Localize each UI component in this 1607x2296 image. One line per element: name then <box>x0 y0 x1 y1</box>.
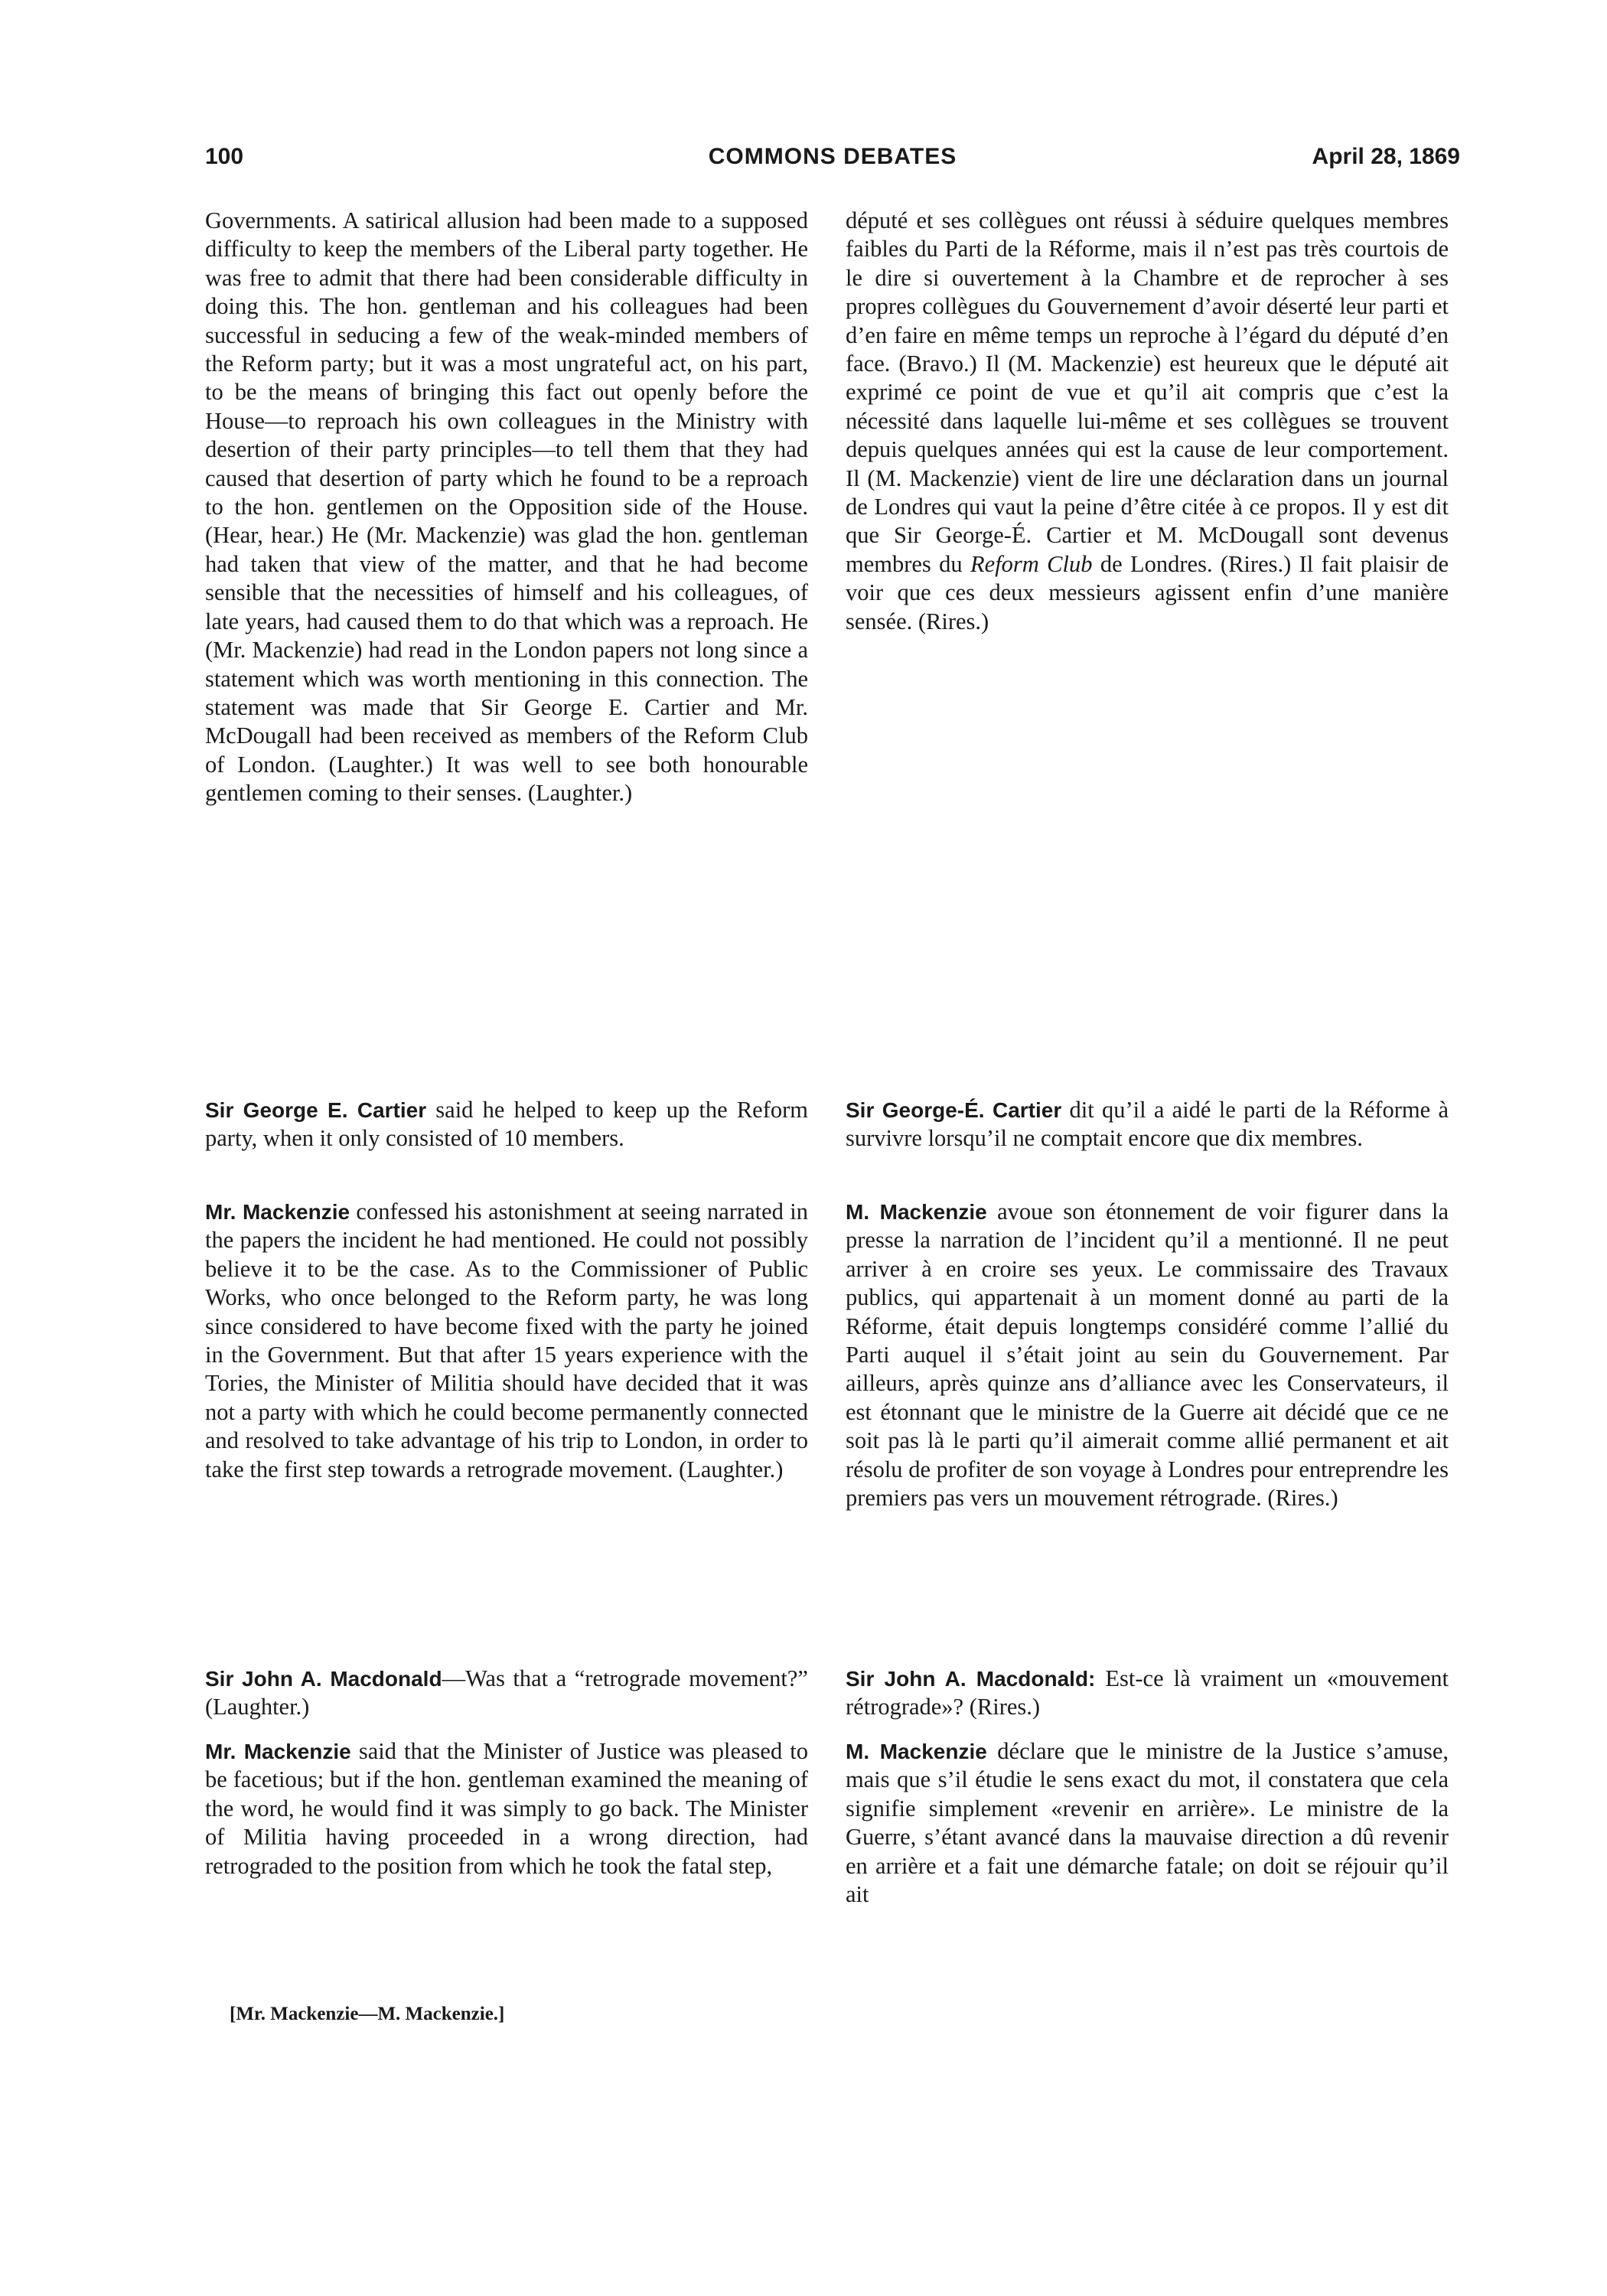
speech-text: avoue son étonnement de voir figurer dans la presse la narration de l’incident qu’il a mentionné. Il ne peut arriver à en croire ses yeux. Le commissaire des Travaux publics, qui appartenait à un moment donné au parti de la Réforme, était depuis longtemps considéré comme l’allié du Parti auquel il s’était joint au sein du Gouvernement. Par ailleurs, après quinze ans d’alliance avec les Conservateurs, il est étonnant que le ministre de la Guerre ait décidé que ce ne soit pas là le parti qu’il aimerait comme allié permanent et ait résolu de profiter de son voyage à Londres pour entreprendre les premiers pas vers un mouvement rétrograde. (Rires.) <box>846 1199 1449 1512</box>
speaker-name: Sir George-É. Cartier <box>846 1098 1062 1122</box>
french-paragraph-3 <box>846 1198 1449 1512</box>
english-paragraph-1: Governments. A satirical allusion had been made to a supposed difficulty to keep the members of the Liberal party together. He was free to admit that there had been considerable difficulty in doing this. The hon. gentleman and his colleagues had been successful in seducing a few of the weak-minded members of the Reform party; but it was a most ungrateful act, on his part, to be the means of bringing this fact out openly before the House—to reproach his own colleagues in the Ministry with desertion of their party principles—to tell them that they had caused that desertion of party which he found to be a reproach to the hon. gentlemen on the Opposition side of the House. (Hear, hear.) He (Mr. Mackenzie) was glad the hon. gentleman had taken that view of the matter, and that he had become sensible that the necessities of himself and his colleagues, of late years, had caused them to do that which was a reproach. He (Mr. Mackenzie) had read in the London papers not long since a statement which was worth mentioning in this connection. The statement was made that Sir George E. Cartier and Mr. McDougall had been received as members of the Reform Club of London. (Laughter.) It was well to see both honourable gentlemen coming to their senses. (Laughter.) <box>205 207 808 807</box>
french-paragraph-2 <box>846 1096 1449 1153</box>
publication-title: COMMONS DEBATES <box>708 144 957 169</box>
speaker-name: M. Mackenzie <box>846 1740 987 1763</box>
speech-text: Est-ce là vraiment un «mouvement rétrograde»? (Rires.) <box>846 1665 1449 1720</box>
speech-text: dit qu’il a aidé le parti de la Réforme à survivre lorsqu’il ne comptait encore que dix membres. <box>846 1097 1449 1152</box>
english-paragraph-2 <box>205 1096 808 1153</box>
speaker-name: Mr. Mackenzie <box>205 1200 350 1224</box>
english-paragraph-5 <box>205 1737 808 1880</box>
speaker-name: Sir John A. Macdonald: <box>846 1667 1096 1691</box>
page-header <box>205 144 1460 181</box>
speaker-name: Sir George E. Cartier <box>205 1098 427 1122</box>
speech-text: said that the Minister of Justice was pleased to be facetious; but if the hon. gentleman examined the meaning of the word, he would find it was simply to go back. The Minister of Militia having proceeded in a wrong direction, had retrograded to the position from which he took the fatal step, <box>205 1738 808 1879</box>
french-paragraph-4 <box>846 1665 1449 1722</box>
sitting-date: April 28, 1869 <box>1312 144 1460 169</box>
speaker-name: M. Mackenzie <box>846 1200 987 1224</box>
italic-club-name: Reform Club <box>970 550 1093 577</box>
french-paragraph-5 <box>846 1737 1449 1909</box>
speech-text: said he helped to keep up the Reform party, when it only consisted of 10 members. <box>205 1097 808 1152</box>
speech-text: député et ses collègues ont réussi à séduire quelques membres faibles du Parti de la Réforme, mais il n’est pas très courtois de le dire si ouvertement à la Chambre et de reprocher à ses propres collègues du Gouvernement d’avoir déserté leur parti et d’en faire en même temps un reproche à l’égard du député d’en face. (Bravo.) Il (M. Mackenzie) est heureux que le député ait exprimé ce point de vue et qu’il ait compris que c’est la nécessité dans laquelle lui-même et ses collègues se trouvent depuis quelques années qui est la cause de leur comportement. Il (M. Mackenzie) vient de lire une déclaration dans un journal de Londres qui vaut la peine d’être citée à ce propos. Il y est dit que Sir George-É. Cartier et M. McDougall sont devenus membres du <box>846 207 1449 577</box>
speech-text: de Londres. (Rires.) Il fait plaisir de voir que ces deux messieurs agissent enfin d’une manière sensée. (Rires.) <box>846 550 1449 634</box>
speaker-name: Mr. Mackenzie <box>205 1740 351 1763</box>
english-column <box>205 207 808 808</box>
english-paragraph-3 <box>205 1198 808 1484</box>
speaker-footnote: [Mr. Mackenzie—M. Mackenzie.] <box>230 2004 505 2024</box>
speech-text: déclare que le ministre de la Justice s’amuse, mais que s’il étudie le sens exact du mot, il constatera que cela signifie simplement «revenir en arrière». Le ministre de la Guerre, s’étant avancé dans la mauvaise direction a dû revenir en arrière et a fait une démarche fatale; on doit se réjouir qu’il ait <box>846 1738 1449 1908</box>
speech-text: —Was that a “retrograde movement?” (Laughter.) <box>205 1665 808 1720</box>
english-paragraph-4 <box>205 1665 808 1722</box>
speech-text: confessed his astonishment at seeing narrated in the papers the incident he had mentioned. He could not possibly believe it to be the case. As to the Commissioner of Public Works, who once belonged to the Reform party, he was long since considered to have become fixed with the party he joined in the Government. But that after 15 years experience with the Tories, the Minister of Militia should have decided that it was not a party with which he could become permanently connected and resolved to take advantage of his trip to London, in order to take the first step towards a retrograde movement. (Laughter.) <box>205 1199 808 1482</box>
speaker-name: Sir John A. Macdonald <box>205 1667 442 1691</box>
french-column <box>846 207 1449 636</box>
page-number: 100 <box>205 144 244 169</box>
french-paragraph-1 <box>846 207 1449 636</box>
